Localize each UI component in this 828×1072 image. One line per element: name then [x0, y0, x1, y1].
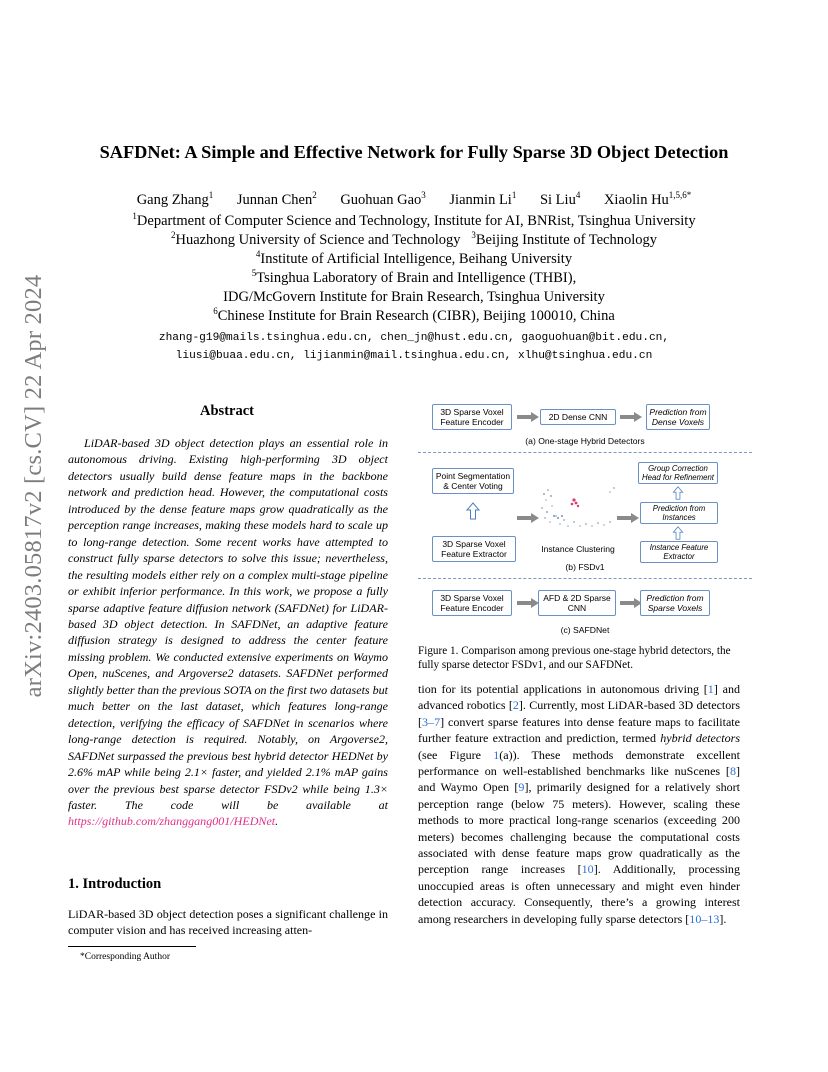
email-line-1: zhang-g19@mails.tsinghua.edu.cn, chen_jn@hust.edu.cn, gaoguohuan@bit.edu.cn, [158, 332, 670, 344]
right-column-text: tion for its potential applications in autonomous driving [1] and advanced robotics [2]. Currently, most LiDAR-based 3D detectors [3–7] convert sparse features into dense feature maps to facilitate further feature extraction and prediction, termed hybrid detectors (see Figure 1(a)). These methods demonstrate excellent performance on well-established benchmarks like nuScenes [8] and Waymo Open [9], primarily designed for a relatively short perception range (below 75 meters). However, scaling these methods to more practical long-range scenarios (exceeding 200 meters) becomes challenging because the computational costs associated with dense feature maps grow quadratically as the perception range increases [10]. Additionally, processing unoccupied areas is often unnecessary and might even hinder detection accuracy. Consequently, there’s a growing interest among researchers in developing fully sparse detectors [10–13]. [418, 682, 741, 926]
fig-b-group-correction-box: Group Correction Head for Refinement [638, 462, 718, 484]
author: Guohuan Gao$^3$ [340, 190, 426, 208]
fig-b-prediction-box: Prediction from Instances [640, 502, 718, 524]
code-link[interactable]: https://github.com/zhanggang001/HEDNet [68, 814, 276, 829]
citation-link[interactable]: 10–13 [689, 911, 720, 926]
citation-link[interactable]: 2 [512, 698, 519, 713]
fig-c-encoder-box: 3D Sparse Voxel Feature Encoder [432, 590, 512, 616]
citation-link[interactable]: 1 [707, 682, 714, 696]
fig-c-prediction-box: Prediction from Sparse Voxels [640, 590, 710, 616]
fig-divider [418, 452, 752, 453]
author-list [0, 192, 828, 209]
fig-b-segmentation-box: Point Segmentation & Center Voting [432, 468, 514, 494]
affiliation-2-3: $^2$Huazhong University of Science and Technology $^3$Beijing Institute of Technology [170, 230, 658, 248]
affiliation-1: $^1$Department of Computer Science and Technology, Institute for AI, BNRist, Tsinghua University [132, 211, 696, 229]
arxiv-stamp [16, 274, 52, 698]
figure-1 [418, 398, 752, 640]
fig-a-caption: (a) One-stage Hybrid Detectors [525, 436, 645, 446]
affiliation-4: $^4$Institute of Artificial Intelligence, Beihang University [255, 249, 573, 267]
intro-heading: 1. Introduction [68, 876, 162, 892]
right-arrow-icon [517, 412, 539, 422]
footnote: *Corresponding Author [80, 952, 170, 962]
author: Jianmin Li$^1$ [449, 190, 517, 208]
footnote-divider [68, 946, 196, 947]
author: Si Liu$^4$ [539, 190, 581, 208]
fig-c-caption: (c) SAFDNet [560, 625, 610, 635]
right-arrow-icon [620, 412, 642, 422]
fig-b-instance-extractor-box: Instance Feature Extractor [640, 541, 718, 563]
right-arrow-icon [517, 598, 539, 608]
intro-text: LiDAR-based 3D object detection poses a significant challenge in computer vision and has received increasing atten- [68, 907, 388, 938]
author: Gang Zhang$^1$ [136, 190, 214, 208]
fig-b-extractor-box: 3D Sparse Voxel Feature Extractor [432, 536, 516, 562]
right-arrow-icon [620, 598, 642, 608]
email-line-2: liusi@buaa.edu.cn, lijianmin@mail.tsinghua.edu.cn, xlhu@tsinghua.edu.cn [175, 350, 653, 362]
right-arrow-icon [617, 513, 639, 523]
point-cloud-illustration [538, 482, 618, 534]
affiliation-6: $^6$Chinese Institute for Brain Research (CIBR), Beijing 100010, China [213, 306, 615, 324]
citation-link[interactable]: 9 [518, 780, 525, 795]
affiliation-5: $^5$Tsinghua Laboratory of Brain and Intelligence (THBI), [251, 268, 577, 286]
citation-link[interactable]: 10 [581, 862, 594, 877]
fig-a-dense-cnn-box: 2D Dense CNN [540, 409, 616, 425]
right-arrow-icon [517, 513, 539, 523]
up-arrow-icon [671, 526, 685, 540]
fig-b-cluster-label: Instance Clustering [541, 544, 615, 554]
fig-b-caption: (b) FSDv1 [565, 562, 605, 572]
up-arrow-icon [466, 502, 480, 520]
figure-reference-link[interactable]: 1 [493, 747, 500, 762]
fig-divider [418, 578, 752, 579]
author: Junnan Chen$^2$ [236, 190, 317, 208]
figure-caption: Figure 1. Comparison among previous one-stage hybrid detectors, the fully sparse detector FSDv1, and our SAFDNet. [418, 645, 731, 671]
citation-link[interactable]: 3–7 [422, 714, 441, 729]
citation-link[interactable]: 8 [729, 764, 736, 779]
fig-c-afd-box: AFD & 2D Sparse CNN [538, 590, 616, 616]
up-arrow-icon [671, 486, 685, 500]
fig-a-encoder-box: 3D Sparse Voxel Feature Encoder [432, 404, 512, 430]
abstract-heading: Abstract [200, 403, 254, 419]
paper-title: SAFDNet: A Simple and Effective Network for Fully Sparse 3D Object Detection [99, 142, 729, 162]
affiliation-5b: IDG/McGovern Institute for Brain Research, Tsinghua University [223, 289, 605, 305]
author: Xiaolin $Hu^{1,5,6*}$ [603, 190, 692, 208]
fig-a-prediction-box: Prediction from Dense Voxels [646, 404, 710, 430]
arxiv-stamp-text: arXiv:2403.05817v2 [cs.CV] 22 Apr 2024 [20, 274, 47, 698]
abstract-text: LiDAR-based 3D object detection plays an essential role in autonomous driving. Existing high-performing 3D object detectors usually build dense feature maps in the backbone network and prediction head. However, the computational costs introduced by the dense feature maps grow quadratically as the perception range increases, making these models hard to scale up to long-range detection. Some recent works have attempted to construct fully sparse detectors to solve this issue; nevertheless, the resulting models either rely on a complex multi-stage pipeline or exhibit inferior performance. In this work, we propose a fully sparse adaptive feature diffusion network (SAFDNet) for LiDAR-based 3D object detection. In SAFDNet, an adaptive feature diffusion strategy is designed to address the center feature missing problem. We conducted extensive experiments on Waymo Open, nuScenes, and Argoverse2 datasets. SAFDNet performed slightly better than the previous SOTA on the first two datasets but much better on the last dataset, which features long-range detection, verifying the efficacy of SAFDNet in scenarios where long-range detection is required. Notably, on Argoverse2, SAFDNet surpassed the previous best hybrid detector HEDNet by 2.6% mAP while being 2.1× faster, and yielded 2.1% mAP gains over the previous best sparse detector FSDv2 while being 1.3× faster. The code will be available at https://github.com/zhanggang001/HEDNet. [68, 436, 389, 829]
